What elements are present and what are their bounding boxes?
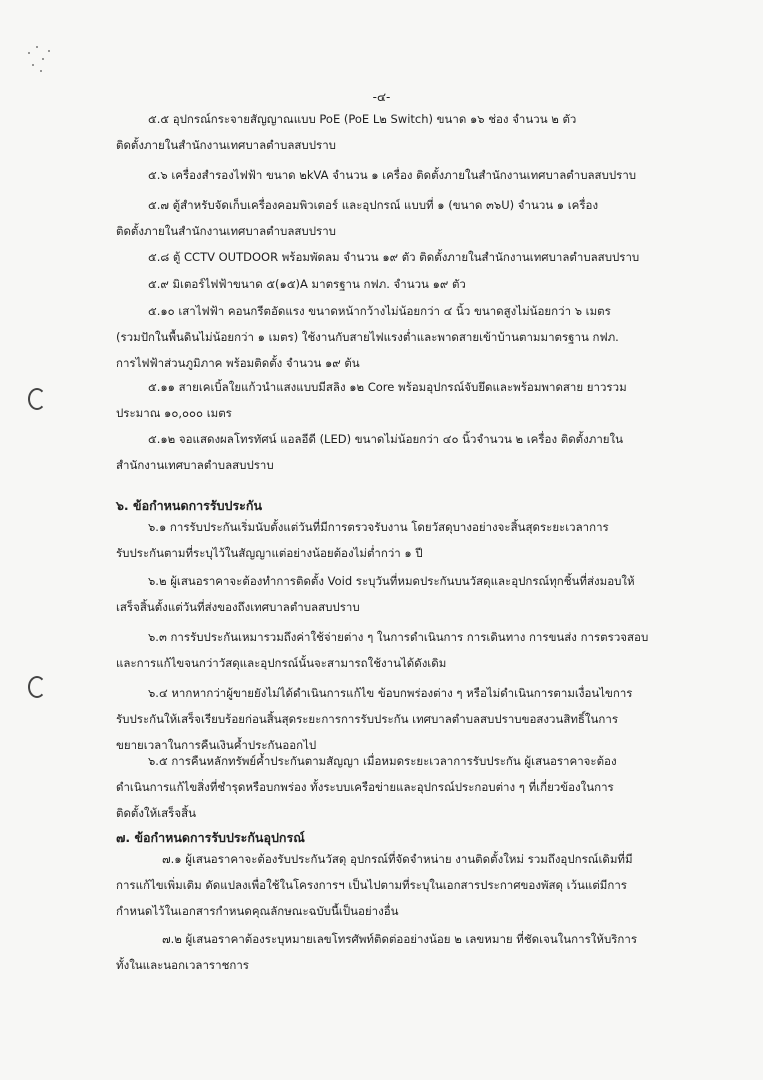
binder-hole	[28, 388, 46, 410]
list-item: ๖.๒ ผู้เสนอราคาจะต้องทำการติดตั้ง Void ระบุวันที่หมดประกันบนวัสดุและอุปกรณ์ทุกชิ้นที่ส่งมอบให้ เสร็จสิ้นตั้งแต่วันที่ส่งของถึงเทศบาลตำบลสบปราบ	[116, 574, 635, 614]
list-item: ๖.๕ การคืนหลักทรัพย์ค้ำประกันตามสัญญา เมื่อหมดระยะเวลาการรับประกัน ผู้เสนอราคาจะต้อง ดำเนินการแก้ไขสิ่งที่ชำรุดหรือบกพร่อง ทั้งระบบเครือข่ายและอุปกรณ์ประกอบต่าง ๆ ที่เกี่ยวข้องในการ ติดตั้งให้เสร็จสิ้น	[116, 754, 617, 820]
list-item: ๕.๘ ตู้ CCTV OUTDOOR พร้อมพัดลม จำนวน ๑๙ ตัว ติดตั้งภายในสำนักงานเทศบาลตำบลสบปราบ	[148, 250, 640, 264]
section-heading: ๖. ข้อกำหนดการรับประกัน	[116, 498, 263, 513]
list-item: ๖.๓ การรับประกันเหมารวมถึงค่าใช้จ่ายต่าง ๆ ในการดำเนินการ การเดินทาง การขนส่ง การตรวจสอบ และการแก้ไขจนกว่าวัสดุและอุปกรณ์นั้นจะสามารถใช้งานได้ดังเดิม	[116, 630, 649, 670]
scan-specks	[22, 40, 62, 80]
list-item: ๗.๒ ผู้เสนอราคาต้องระบุหมายเลขโทรศัพท์ติดต่ออย่างน้อย ๒ เลขหมาย ที่ชัดเจนในการให้บริการ ทั้งในและนอกเวลาราชการ	[116, 932, 638, 972]
list-item: ๕.๑๑ สายเคเบิ้ลใยแก้วนำแสงแบบมีสลิง ๑๒ Core พร้อมอุปกรณ์จับยึดและพร้อมพาดสาย ยาวรวม ประมาณ ๑๐,๐๐๐ เมตร	[116, 380, 627, 420]
list-item: ๕.๑๒ จอแสดงผลโทรทัศน์ แอลอีดี (LED) ขนาดไม่น้อยกว่า ๔๐ นิ้วจำนวน ๒ เครื่อง ติดตั้งภายใน สำนักงานเทศบาลตำบลสบปราบ	[116, 432, 623, 472]
list-item: ๖.๔ หากหากว่าผู้ขายยังไม่ได้ดำเนินการแก้ไข ข้อบกพร่องต่าง ๆ หรือไม่ดำเนินการตามเงื่อนไขการ รับประกันให้เสร็จเรียบร้อยก่อนสิ้นสุดระยะการการรับประกัน เทศบาลตำบลสบปราบขอสงวนสิทธิ์ในการ ขยายเวลาในการคืนเงินค้ำประกันออกไป	[116, 686, 633, 752]
page-number: -๔-	[372, 90, 391, 104]
list-item: ๕.๖ เครื่องสำรองไฟฟ้า ขนาด ๒kVA จำนวน ๑ เครื่อง ติดตั้งภายในสำนักงานเทศบาลตำบลสบปราบ	[148, 168, 637, 182]
list-item: ๕.๙ มิเตอร์ไฟฟ้าขนาด ๕(๑๕)A มาตรฐาน กฟภ. จำนวน ๑๙ ตัว	[148, 277, 466, 291]
list-item: ๕.๑๐ เสาไฟฟ้า คอนกรีตอัดแรง ขนาดหน้ากว้างไม่น้อยกว่า ๔ นิ้ว ขนาดสูงไม่น้อยกว่า ๖ เมตร (รวมปักในพื้นดินไม่น้อยกว่า ๑ เมตร) ใช้งานกับสายไฟแรงต่ำและพาดสายเข้าบ้านตามมาตรฐาน กฟภ. การไฟฟ้าส่วนภูมิภาค พร้อมติดตั้ง จำนวน ๑๙ ต้น	[116, 304, 619, 370]
list-item: ๖.๑ การรับประกันเริ่มนับตั้งแต่วันที่มีการตรวจรับงาน โดยวัสดุบางอย่างจะสิ้นสุดระยะเวลาการ รับประกันตามที่ระบุไว้ในสัญญาแต่อย่างน้อยต้องไม่ต่ำกว่า ๑ ปี	[116, 520, 609, 560]
list-item: ๗.๑ ผู้เสนอราคาจะต้องรับประกันวัสดุ อุปกรณ์ที่จัดจำหน่าย งานติดตั้งใหม่ รวมถึงอุปกรณ์เดิมที่มี การแก้ไขเพิ่มเติม ดัดแปลงเพื่อใช้ในโครงการฯ เป็นไปตามที่ระบุในเอกสารประกาศของพัสดุ เว้นแต่มีการ กำหนดไว้ในเอกสารกำหนดคุณลักษณะฉบับนี้เป็นอย่างอื่น	[116, 852, 633, 918]
list-item: ๕.๗ ตู้สำหรับจัดเก็บเครื่องคอมพิวเตอร์ และอุปกรณ์ แบบที่ ๑ (ขนาด ๓๖U) จำนวน ๑ เครื่อง ติดตั้งภายในสำนักงานเทศบาลตำบลสบปราบ	[116, 198, 599, 238]
binder-hole	[28, 676, 46, 698]
section-heading: ๗. ข้อกำหนดการรับประกันอุปกรณ์	[116, 830, 305, 845]
list-item: ๕.๕ อุปกรณ์กระจายสัญญาณแบบ PoE (PoE L๒ Switch) ขนาด ๑๖ ช่อง จำนวน ๒ ตัว ติดตั้งภายในสำนักงานเทศบาลตำบลสบปราบ	[116, 112, 577, 152]
